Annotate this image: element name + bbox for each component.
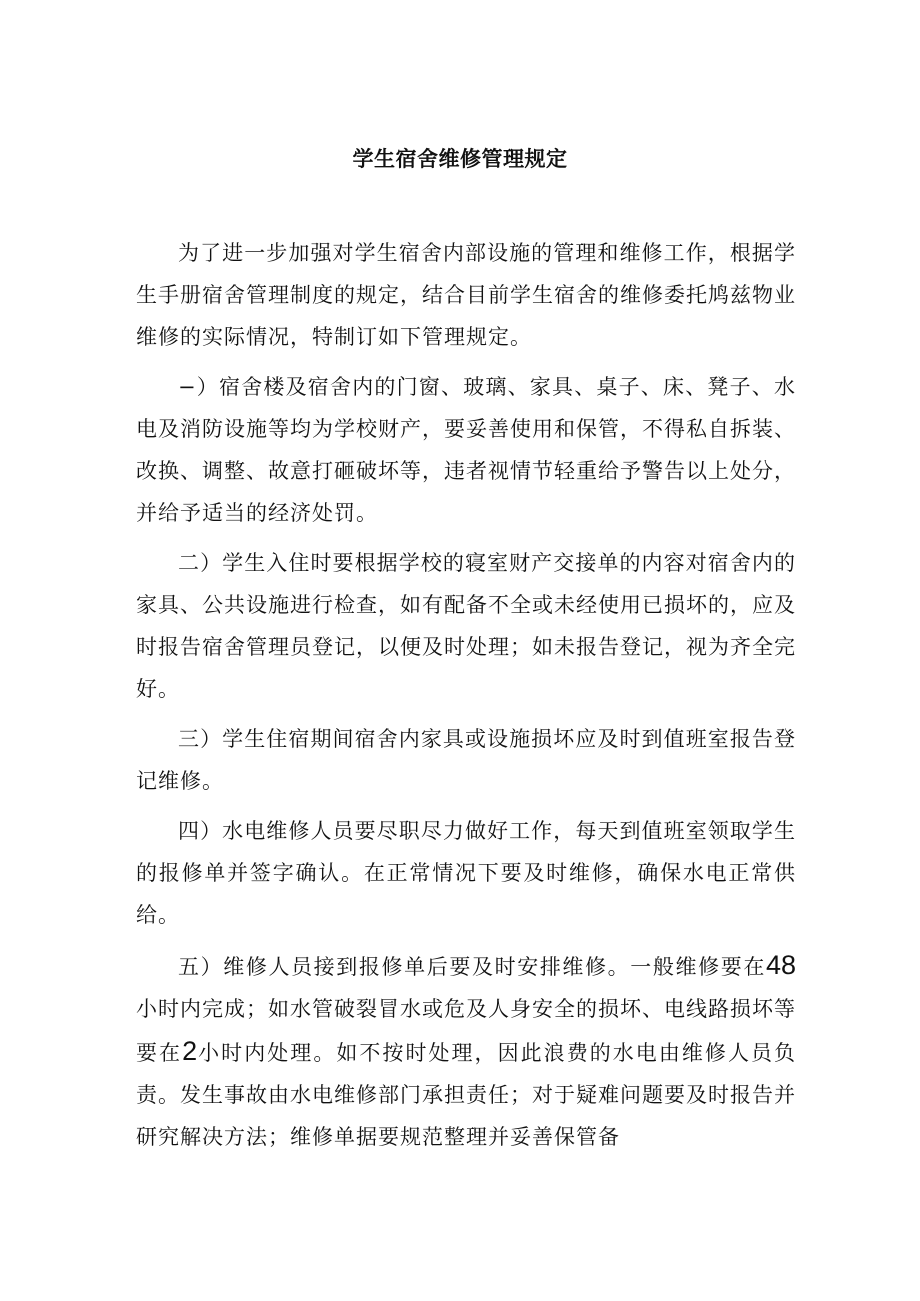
clause-4-paragraph: 四）水电维修人员要尽职尽力做好工作，每天到值班室领取学生的报修单并签字确认。在正常情况下要及时维修，确保水电正常供给。 (136, 819, 796, 927)
hours-2-number: 2 (182, 1036, 198, 1066)
clause-2-paragraph: 二）学生入住时要根据学校的寝室财产交接单的内容对宿舍内的家具、公共设施进行检查，如有配备不全或未经使用已损坏的，应及时报告宿舍管理员登记，以便及时处理；如未报告登记，视为齐全完好。 (136, 551, 796, 701)
clause-5-text-part-2: 小时内完成；如水管破裂冒水或危及人身安全的损坏、电线路损坏等要在 (136, 997, 796, 1065)
clause-5-text-part-3: 小时内处理。如不按时处理，因此浪费的水电由维修人员负责。发生事故由水电维修部门承担责任；对于疑难问题要及时报告并研究解决方法；维修单据要规范整理并妥善保管备 (136, 1041, 797, 1149)
document-body (136, 232, 796, 1166)
clause-1-paragraph: −）宿舍楼及宿舍内的门窗、玻璃、家具、桌子、床、凳子、水电及消防设施等均为学校财产，要妥善使用和保管，不得私自拆装、改换、调整、故意打砸破坏等，违者视情节轻重给予警告以上处分，并给予适当的经济处罚。 (136, 375, 796, 525)
document-title: 学生宿舍维修管理规定 (352, 147, 568, 171)
intro-paragraph: 为了进一步加强对学生宿舍内部设施的管理和维修工作，根据学生手册宿舍管理制度的规定，结合目前学生宿舍的维修委托鸠兹物业维修的实际情况，特制订如下管理规定。 (136, 241, 796, 349)
clause-5-paragraph (136, 944, 796, 1158)
clause-3-paragraph: 三）学生住宿期间宿舍内家具或设施损坏应及时到值班室报告登记维修。 (136, 727, 796, 793)
clause-5-text-part-1: 五）维修人员接到报修单后要及时安排维修。一般维修要在 (178, 955, 766, 979)
hours-48-number: 48 (765, 950, 796, 980)
